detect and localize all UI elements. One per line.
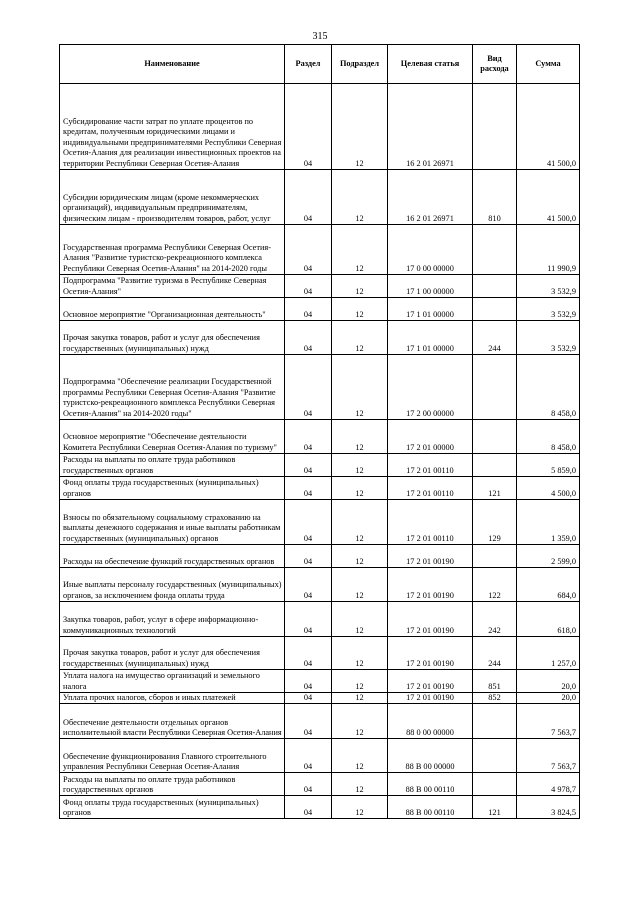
row-podrazdel: 12 xyxy=(332,693,388,704)
table-row xyxy=(60,500,580,545)
row-target: 17 2 01 00190 xyxy=(388,693,473,704)
row-sum: 2 599,0 xyxy=(517,545,580,568)
row-vid: 851 xyxy=(473,670,517,693)
table-row xyxy=(60,739,580,773)
row-razdel: 04 xyxy=(285,739,332,773)
row-razdel: 04 xyxy=(285,454,332,477)
row-target: 17 2 01 00190 xyxy=(388,568,473,602)
row-razdel: 04 xyxy=(285,602,332,637)
row-razdel: 04 xyxy=(285,500,332,545)
row-sum: 684,0 xyxy=(517,568,580,602)
row-vid xyxy=(473,739,517,773)
table-row xyxy=(60,796,580,819)
row-razdel: 04 xyxy=(285,637,332,670)
row-razdel: 04 xyxy=(285,84,332,170)
row-razdel: 04 xyxy=(285,670,332,693)
row-sum: 4 978,7 xyxy=(517,773,580,796)
row-podrazdel: 12 xyxy=(332,545,388,568)
row-target: 88 0 00 00000 xyxy=(388,704,473,739)
row-vid xyxy=(473,420,517,454)
row-razdel: 04 xyxy=(285,170,332,225)
row-vid xyxy=(473,225,517,275)
table-row xyxy=(60,84,580,170)
row-vid: 122 xyxy=(473,568,517,602)
row-vid xyxy=(473,84,517,170)
row-sum: 4 500,0 xyxy=(517,477,580,500)
row-sum: 7 563,7 xyxy=(517,704,580,739)
row-razdel: 04 xyxy=(285,704,332,739)
row-vid: 244 xyxy=(473,637,517,670)
page-number: 315 xyxy=(312,31,328,42)
header-target: Целевая статья xyxy=(388,45,473,84)
row-sum: 20,0 xyxy=(517,670,580,693)
table-header-row xyxy=(60,45,580,84)
budget-table xyxy=(59,44,580,819)
row-target: 17 1 01 00000 xyxy=(388,298,473,321)
row-target: 17 2 01 00110 xyxy=(388,454,473,477)
row-target: 17 2 00 00000 xyxy=(388,355,473,420)
row-sum: 3 532,9 xyxy=(517,321,580,355)
table-row xyxy=(60,321,580,355)
row-razdel: 04 xyxy=(285,773,332,796)
row-name: Подпрограмма "Развитие туризма в Республике Северная Осетия-Алания" xyxy=(60,275,285,298)
row-name: Расходы на выплаты по оплате труда работников государственных органов xyxy=(60,454,285,477)
row-podrazdel: 12 xyxy=(332,602,388,637)
row-vid: 852 xyxy=(473,693,517,704)
row-target: 17 2 01 00110 xyxy=(388,477,473,500)
table-row xyxy=(60,670,580,693)
row-sum: 3 532,9 xyxy=(517,298,580,321)
row-podrazdel: 12 xyxy=(332,477,388,500)
row-podrazdel: 12 xyxy=(332,796,388,819)
row-sum: 1 257,0 xyxy=(517,637,580,670)
row-razdel: 04 xyxy=(285,568,332,602)
table-row xyxy=(60,704,580,739)
table-row xyxy=(60,170,580,225)
row-target: 17 1 01 00000 xyxy=(388,321,473,355)
table-row xyxy=(60,225,580,275)
row-sum: 41 500,0 xyxy=(517,84,580,170)
row-name: Расходы на выплаты по оплате труда работников государственных органов xyxy=(60,773,285,796)
row-sum: 8 458,0 xyxy=(517,420,580,454)
row-target: 17 1 00 00000 xyxy=(388,275,473,298)
row-podrazdel: 12 xyxy=(332,275,388,298)
row-vid: 121 xyxy=(473,477,517,500)
row-podrazdel: 12 xyxy=(332,84,388,170)
row-target: 17 2 01 00110 xyxy=(388,500,473,545)
row-sum: 3 824,5 xyxy=(517,796,580,819)
row-podrazdel: 12 xyxy=(332,298,388,321)
row-sum: 7 563,7 xyxy=(517,739,580,773)
row-razdel: 04 xyxy=(285,275,332,298)
row-vid xyxy=(473,545,517,568)
row-podrazdel: 12 xyxy=(332,670,388,693)
row-name: Обеспечение деятельности отдельных органов исполнительной власти Республики Северная Осетия-Алания xyxy=(60,704,285,739)
row-razdel: 04 xyxy=(285,355,332,420)
row-name: Уплата налога на имущество организаций и земельного налога xyxy=(60,670,285,693)
row-razdel: 04 xyxy=(285,298,332,321)
row-name: Прочая закупка товаров, работ и услуг для обеспечения государственных (муниципальных) нужд xyxy=(60,637,285,670)
row-podrazdel: 12 xyxy=(332,454,388,477)
row-target: 17 0 00 00000 xyxy=(388,225,473,275)
row-podrazdel: 12 xyxy=(332,225,388,275)
table-row xyxy=(60,773,580,796)
row-name: Фонд оплаты труда государственных (муниципальных) органов xyxy=(60,796,285,819)
row-target: 88 В 00 00000 xyxy=(388,739,473,773)
row-podrazdel: 12 xyxy=(332,637,388,670)
table-row xyxy=(60,298,580,321)
row-razdel: 04 xyxy=(285,420,332,454)
row-podrazdel: 12 xyxy=(332,739,388,773)
row-vid: 121 xyxy=(473,796,517,819)
row-name: Закупка товаров, работ, услуг в сфере информационно-коммуникационных технологий xyxy=(60,602,285,637)
table-row xyxy=(60,602,580,637)
row-vid xyxy=(473,275,517,298)
row-razdel: 04 xyxy=(285,225,332,275)
table-row xyxy=(60,477,580,500)
row-target: 16 2 01 26971 xyxy=(388,170,473,225)
row-podrazdel: 12 xyxy=(332,568,388,602)
row-name: Уплата прочих налогов, сборов и иных платежей xyxy=(60,693,285,704)
row-name: Субсидирование части затрат по уплате процентов по кредитам, полученным юридическими лицами и индивидуальными предпринимателями Республики Северная Осетия-Алания для реализации инвестиционных проектов на территории Республики Северная Осетия-Алания xyxy=(60,84,285,170)
row-name: Основное мероприятие "Обеспечение деятельности Комитета Республики Северная Осетия-Алания по туризму" xyxy=(60,420,285,454)
table-row xyxy=(60,568,580,602)
row-vid xyxy=(473,704,517,739)
header-name: Наименование xyxy=(60,45,285,84)
row-target: 88 В 00 00110 xyxy=(388,773,473,796)
row-sum: 41 500,0 xyxy=(517,170,580,225)
row-name: Государственная программа Республики Северная Осетия-Алания "Развитие туристско-рекреационного комплекса Республики Северная Осетия-Алания" на 2014-2020 годы xyxy=(60,225,285,275)
table-row xyxy=(60,420,580,454)
row-target: 17 2 01 00000 xyxy=(388,420,473,454)
row-name: Иные выплаты персоналу государственных (муниципальных) органов, за исключением фонда оплаты труда xyxy=(60,568,285,602)
row-sum: 20,0 xyxy=(517,693,580,704)
row-target: 17 2 01 00190 xyxy=(388,637,473,670)
row-name: Расходы на обеспечение функций государственных органов xyxy=(60,545,285,568)
row-razdel: 04 xyxy=(285,477,332,500)
table-row xyxy=(60,275,580,298)
row-podrazdel: 12 xyxy=(332,420,388,454)
header-vid: Вид расхода xyxy=(473,45,517,84)
row-podrazdel: 12 xyxy=(332,355,388,420)
row-podrazdel: 12 xyxy=(332,773,388,796)
row-target: 17 2 01 00190 xyxy=(388,545,473,568)
row-vid: 244 xyxy=(473,321,517,355)
row-razdel: 04 xyxy=(285,693,332,704)
header-razdel: Раздел xyxy=(285,45,332,84)
row-target: 17 2 01 00190 xyxy=(388,602,473,637)
row-name: Обеспечение функционирования Главного строительного управления Республики Северная Осетия-Алания xyxy=(60,739,285,773)
header-sum: Сумма xyxy=(517,45,580,84)
header-podrazdel: Подраздел xyxy=(332,45,388,84)
row-name: Прочая закупка товаров, работ и услуг для обеспечения государственных (муниципальных) нужд xyxy=(60,321,285,355)
table-row xyxy=(60,545,580,568)
row-razdel: 04 xyxy=(285,321,332,355)
row-sum: 5 859,0 xyxy=(517,454,580,477)
row-podrazdel: 12 xyxy=(332,500,388,545)
row-name: Субсидии юридическим лицам (кроме некоммерческих организаций), индивидуальным предпринимателям, физическим лицам - производителям товаров, работ, услуг xyxy=(60,170,285,225)
row-sum: 8 458,0 xyxy=(517,355,580,420)
row-sum: 618,0 xyxy=(517,602,580,637)
table-row xyxy=(60,637,580,670)
row-vid xyxy=(473,454,517,477)
row-vid xyxy=(473,298,517,321)
row-vid: 129 xyxy=(473,500,517,545)
row-target: 88 В 00 00110 xyxy=(388,796,473,819)
row-vid: 810 xyxy=(473,170,517,225)
row-podrazdel: 12 xyxy=(332,704,388,739)
row-sum: 1 359,0 xyxy=(517,500,580,545)
row-vid xyxy=(473,355,517,420)
row-razdel: 04 xyxy=(285,796,332,819)
table-row xyxy=(60,454,580,477)
row-target: 16 2 01 26971 xyxy=(388,84,473,170)
row-name: Основное мероприятие "Организационная деятельность" xyxy=(60,298,285,321)
row-razdel: 04 xyxy=(285,545,332,568)
table-row xyxy=(60,693,580,704)
row-sum: 3 532,9 xyxy=(517,275,580,298)
row-podrazdel: 12 xyxy=(332,321,388,355)
row-vid: 242 xyxy=(473,602,517,637)
row-name: Фонд оплаты труда государственных (муниципальных) органов xyxy=(60,477,285,500)
row-target: 17 2 01 00190 xyxy=(388,670,473,693)
table-row xyxy=(60,355,580,420)
row-vid xyxy=(473,773,517,796)
row-name: Взносы по обязательному социальному страхованию на выплаты денежного содержания и иные выплаты работникам государственных (муниципальных) органов xyxy=(60,500,285,545)
row-sum: 11 990,9 xyxy=(517,225,580,275)
row-podrazdel: 12 xyxy=(332,170,388,225)
row-name: Подпрограмма "Обеспечение реализации Государственной программы Республики Северная Осетия-Алания "Развитие туристско-рекреационного комплекса Республики Северная Осетия-Алания" на 2014-2020 годы" xyxy=(60,355,285,420)
